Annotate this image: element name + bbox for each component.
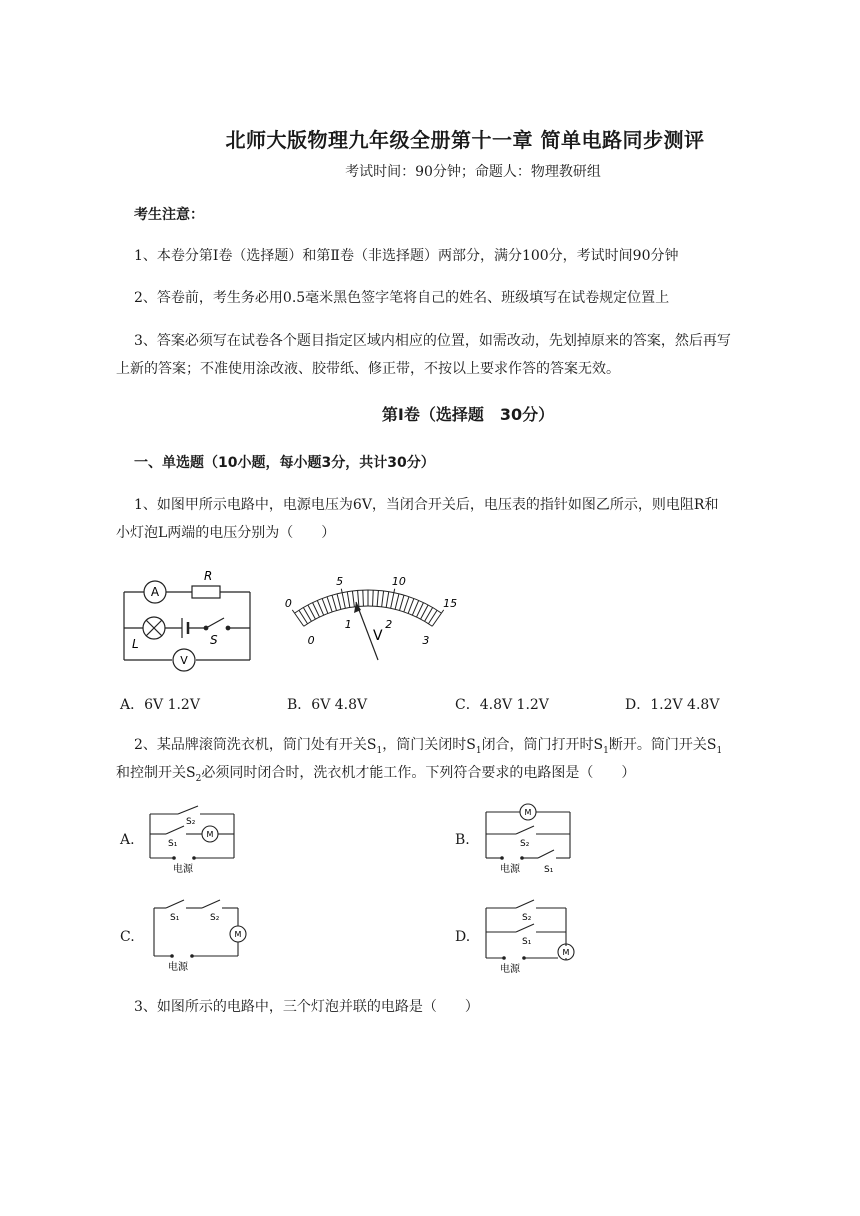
dial-tick — [404, 597, 409, 612]
q1-option-b[interactable]: B．6V 4.8V — [287, 697, 368, 713]
ammeter-label: A — [150, 585, 160, 599]
scale-inner-0: 0 — [307, 634, 315, 648]
voltmeter-label: V — [180, 654, 188, 667]
dial-tick — [292, 610, 303, 626]
dial-tick — [337, 594, 341, 610]
lamp-label: L — [132, 637, 139, 651]
q2-circuit-c — [150, 898, 250, 976]
q2-option-b[interactable]: B. — [455, 832, 470, 848]
dial-tick — [399, 595, 403, 610]
dial-tick — [412, 600, 418, 615]
svg-text:S₁: S₁ — [544, 865, 554, 875]
meter-label: V — [373, 628, 383, 644]
scale-outer-0: 0 — [284, 596, 292, 610]
scale-inner-3: 3 — [422, 634, 430, 648]
scale-outer-5: 5 — [336, 574, 344, 588]
dial-tick — [332, 595, 336, 610]
svg-text:S₂: S₂ — [186, 817, 196, 827]
svg-text:M: M — [206, 830, 214, 839]
svg-text:S₂: S₂ — [522, 913, 532, 923]
svg-text:电源: 电源 — [500, 864, 520, 875]
q1-line2: 小灯泡L两端的电压分别为（ ） — [116, 525, 336, 541]
scale-outer-10: 10 — [391, 574, 406, 588]
notice-heading: 考生注意： — [134, 207, 204, 223]
dial-tick — [347, 592, 350, 608]
dial-tick — [377, 590, 378, 606]
svg-text:M: M — [524, 808, 532, 817]
svg-text:S₁: S₁ — [170, 913, 180, 923]
svg-text:S₂: S₂ — [520, 839, 530, 849]
dial-tick — [386, 592, 389, 608]
dial-tick — [317, 600, 323, 615]
q1-circuit-diagram — [118, 568, 258, 678]
scale-outer-15: 15 — [443, 596, 458, 610]
dial-arc — [304, 606, 432, 626]
notice-item-1: 1、本卷分第Ⅰ卷（选择题）和第Ⅱ卷（非选择题）两部分，满分100分，考试时间90分钟 — [134, 248, 679, 264]
svg-text:S₂: S₂ — [210, 913, 220, 923]
dial-tick — [408, 599, 414, 614]
exam-info: 考试时间：90分钟；命题人：物理教研组 — [345, 164, 601, 180]
svg-text:S₁: S₁ — [168, 839, 178, 849]
switch-label: S — [210, 633, 218, 647]
svg-text:M: M — [234, 930, 242, 939]
part-title: 一、单选题（10小题，每小题3分，共计30分） — [134, 455, 435, 471]
dial-tick — [382, 591, 384, 607]
q3-line1: 3、如图所示的电路中，三个灯泡并联的电路是（ ） — [134, 999, 479, 1015]
q2-circuit-a — [146, 804, 240, 880]
dial-tick — [373, 590, 374, 606]
dial-tick — [322, 599, 328, 614]
svg-text:电源: 电源 — [500, 964, 520, 974]
notice-item-3-cont: 上新的答案；不准使用涂改液、胶带纸、修正带，不按以上要求作答的答案无效。 — [116, 361, 620, 377]
svg-text:电源: 电源 — [173, 864, 193, 875]
svg-text:电源: 电源 — [168, 962, 188, 972]
dial-tick — [352, 591, 354, 607]
notice-item-3: 3、答案必须写在试卷各个题目指定区域内相应的位置，如需改动，先划掉原来的答案，然后再写 — [134, 333, 731, 349]
q2-line2: 和控制开关$S_2$必须同时闭合时，洗衣机才能工作。下列符合要求的电路图是（ ） — [116, 765, 636, 784]
svg-text:M: M — [562, 948, 570, 957]
notice-item-2: 2、答卷前，考生务必用0.5毫米黑色签字笔将自己的姓名、班级填写在试卷规定位置上 — [134, 290, 670, 306]
q2-circuit-b — [482, 800, 576, 882]
dial-tick — [395, 594, 399, 610]
q1-option-a[interactable]: A．6V 1.2V — [120, 697, 200, 713]
q1-option-c[interactable]: C．4.8V 1.2V — [455, 697, 549, 713]
q2-line1: 2、某品牌滚筒洗衣机，筒门处有开关$S_1$，筒门关闭时$S_1$闭合，筒门打开时$S_1$断开。筒门开关$S_1$ — [134, 737, 723, 756]
q1-option-d[interactable]: D．1.2V 4.8V — [625, 697, 720, 713]
section-title: 第Ⅰ卷（选择题 30分） — [381, 405, 555, 424]
page-title: 北师大版物理九年级全册第十一章 简单电路同步测评 — [225, 128, 705, 152]
dial-tick — [327, 597, 332, 612]
q1-voltmeter-dial — [276, 558, 486, 672]
scale-inner-2: 2 — [385, 618, 393, 632]
resistor-label: R — [204, 569, 213, 583]
scale-inner-1: 1 — [344, 618, 352, 632]
q2-option-d[interactable]: D. — [455, 929, 471, 945]
svg-text:S₁: S₁ — [522, 937, 532, 947]
dial-tick — [358, 590, 359, 606]
q2-circuit-d — [482, 898, 582, 978]
dial-tick — [432, 610, 443, 626]
q1-line1: 1、如图甲所示电路中，电源电压为6V，当闭合开关后，电压表的指针如图乙所示，则电阻R和 — [134, 497, 719, 513]
dial-tick — [363, 590, 364, 606]
q2-option-a[interactable]: A. — [120, 832, 135, 848]
q2-option-c[interactable]: C. — [120, 929, 135, 945]
